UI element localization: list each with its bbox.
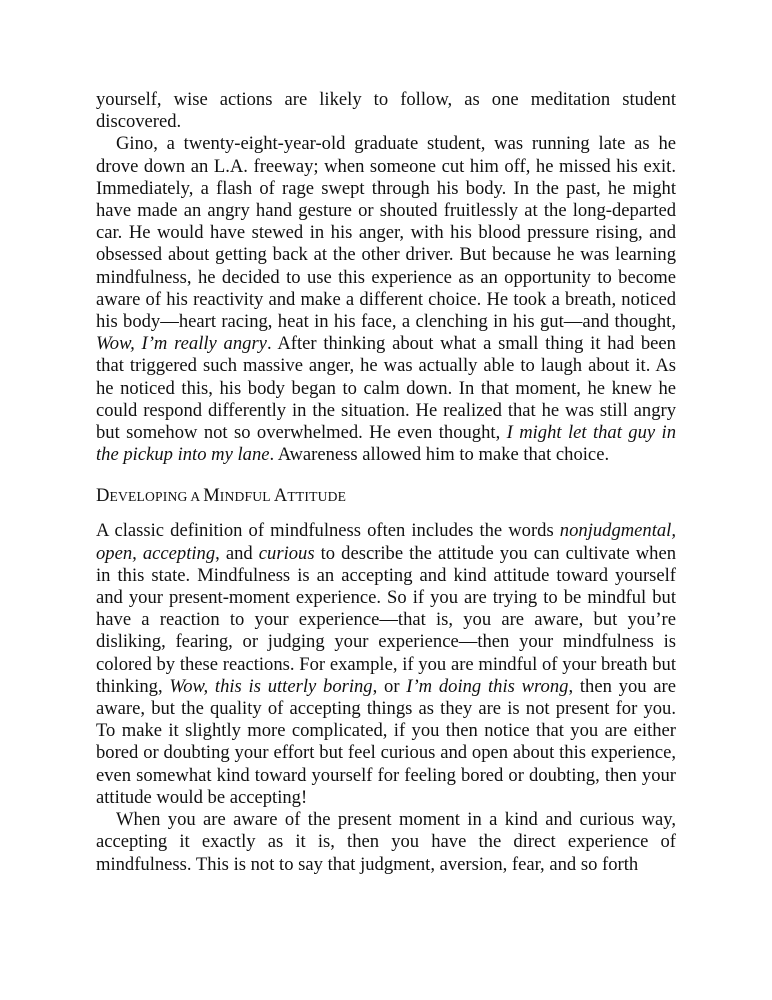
- heading-part: TTITUDE: [287, 489, 347, 505]
- text-run: , or: [372, 675, 407, 697]
- text-run: yourself, wise actions are likely to follow, as one meditation student discovered.: [96, 89, 676, 133]
- paragraph-p2: [96, 133, 676, 466]
- italic-text: I’m doing this wrong: [406, 675, 569, 697]
- text-run: to describe the attitude you can cultivate when in this state. Mindfulness is an accepting and kind attitude toward yourself and your present-moment experience. So if you are trying to be mindful but have a reaction to your experience—that is, you are aware, but you’re disliking, fearing, or judging your experience—then your mindfulness is colored by these reactions. For example, if you are mindful of your breath but thinking,: [96, 542, 676, 697]
- text-run: When you are aware of the present moment in a kind and curious way, accepting it exactly as it is, then you have the direct experience of mindfulness. This is not to say that judgment, aversion, fear, and so forth: [96, 809, 676, 875]
- text-run: Gino, a twenty-eight-year-old graduate student, was running late as he drove down an L.A. freeway; when someone cut him off, he missed his exit. Immediately, a flash of rage swept through his body. In the past, he might have made an angry hand gesture or shouted fruitlessly at the long-departed car. He would have stewed in his anger, with his blood pressure rising, and obsessed about getting back at the other driver. But because he was learning mindfulness, he decided to use this experience as an opportunity to become aware of his reactivity and make a different choice. He took a breath, noticed his body—heart racing, heat in his face, a clenching in his gut—and thought,: [96, 133, 676, 333]
- body-text-top: [96, 89, 676, 466]
- paragraph-p3: [96, 520, 676, 809]
- text-run: , and: [215, 542, 259, 564]
- italic-text: curious: [258, 542, 315, 564]
- paragraph-p4: [96, 809, 676, 876]
- body-text-bottom: [96, 520, 676, 875]
- page-body: [96, 89, 676, 876]
- heading-part: INDFUL: [219, 489, 274, 505]
- text-run: . Awareness allowed him to make that choice.: [269, 444, 610, 466]
- italic-text: Wow, I’m really angry: [96, 333, 267, 355]
- heading-part: D: [96, 485, 110, 507]
- text-run: , then you are aware, but the quality of accepting things as they are is not present for you. To make it slightly more complicated, if you then notice that you are either bored or doubting your effort but feel curious and open about this experience, even somewhat kind toward yourself for feeling bored or doubting, then your attitude would be accepting!: [96, 675, 676, 808]
- heading-part: M: [203, 485, 220, 507]
- paragraph-p1: [96, 89, 676, 133]
- italic-text: Wow, this is utterly boring: [169, 675, 373, 697]
- italic-text: I might let that guy in the pickup into my lane: [96, 422, 676, 466]
- heading-part: EVELOPING A: [109, 489, 204, 505]
- text-run: . After thinking about what a small thing it had been that triggered such massive anger, he was actually able to laugh about it. As he noticed this, his body began to calm down. In that moment, he knew he could respond differently in the situation. He realized that he was still angry but somehow not so overwhelmed. He even thought,: [96, 333, 676, 444]
- text-run: A classic definition of mindfulness often includes the words: [96, 520, 560, 542]
- heading-part: A: [273, 485, 288, 507]
- italic-text: nonjudgmental, open, accepting: [96, 520, 676, 564]
- section-heading: [96, 485, 676, 508]
